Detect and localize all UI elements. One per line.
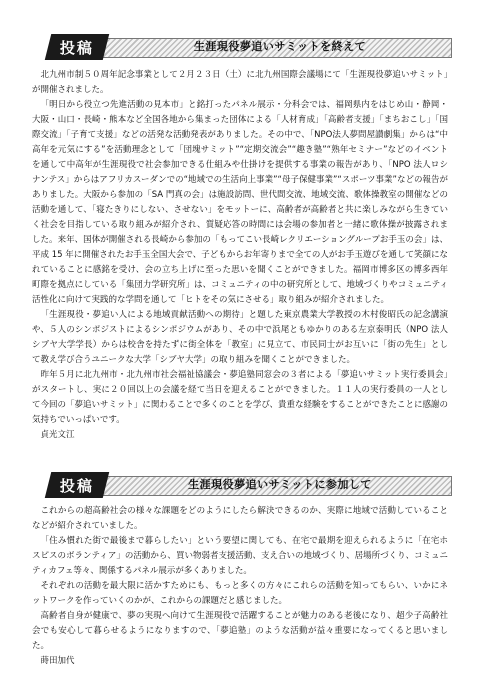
paragraph: 高齢者自身が健康で、夢の実現へ向けて生涯現役で活躍することが魅力のある老後になり、超少子高齢社会でも安心して暮らせるようになりますので、「夢追塾」のような活動が益々重要になってくると思いました。 <box>32 611 448 651</box>
contribution-badge: 投稿 <box>45 34 109 60</box>
paragraph: 昨年５月に北九州市・北九州市社会福祉協議会・夢追塾同窓会の３者による「夢追いサミット実行委員会」がスタートし、実に２０回以上の会議を経て当日を迎えることができました。１１人の実行委員の一人として今回の「夢追いサミット」に関わることで多くのことを学び、貴重な経験をすることができたことに感謝の気持ちでいっぱいです。 <box>32 370 448 425</box>
paragraph: 「明日から役立つ先進活動の見本市」と銘打ったパネル展示・分科会では、福岡県内をはじめ山・静岡・大阪・山口・長崎・熊本など全国各地から集まった団体による「人材育成」「高齢者支援」「まちおこし」「国際交流」「子育て支援」などの活発な活動発表がありました。その中で、「NPO法人夢問屋讃劇集」からは“中高年を元気にする”を活動理念として「団塊サミット”“定期交流会”“趣き塾”“熟年セミナー”などのイベントを通して中高年が生涯現役で社会参加できる仕組みや仕掛けを提供する事業の報告があり、「NPO 法人ロシナンテス」からはアフリカスーダンでの“地域での生活向上事業”“母子保健事業”“スポーツ事業”などの報告がありました。大阪から参加の「SA 門真の会」は施設訪問、世代間交流、地域交流、歌体操教室の開催などの活動を通して、「寝たきりにしない、させない」をモットーに、高齢者が高齢者と共に楽しみながら生きていく社会を目指している取り組みが紹介され、質疑応答の時間には会場の参加者と一緒に歌体操が披露されました。来年、国体が開催される長崎から参加の「もってこい長崎レクリエーショングループお手玉の会」は、平成 15 年に開催されたお手玉全国大会で、子どもからお年寄りまで全ての人がお手玉遊びを通して笑顔になれていることに感銘を受け、会の立ち上げに至った思いを聞くことができました。福岡市博多区の博多西年町際を拠点にしている「集団力学研究所」は、コミュニティの中の研究所として、地域づくりやコミュニティ活性化に向けて実践的な学問を通して「ヒトをその気にさせる」取り組みが紹介されました。 <box>32 100 448 305</box>
contribution-badge: 投稿 <box>45 472 109 498</box>
author-signature: 蒔田加代 <box>40 656 75 666</box>
author-signature: 貞光文江 <box>40 430 75 440</box>
article-2-header <box>48 472 452 498</box>
paragraph: 「住み慣れた街で最後まで暮らしたい」という要望に関しても、在宅で最期を迎えられるように「在宅ホスピスのボランティア」の活動から、買い物弱者支援活動、支え合いの地域づくり、居場所づくり、コミュニティカフェ等々、関係するパネル展示が多くありました。 <box>32 536 448 576</box>
paragraph: これからの超高齢社会の様々な課題をどのようにしたら解決できるのか、実際に地域で活動していることなどが紹介されていました。 <box>32 506 448 531</box>
paragraph: 北九州市制５０周年記念事業として２月２３日（土）に北九州国際会議場にて「生涯現役夢追いサミット」が開催されました。 <box>32 70 448 95</box>
article-2-body <box>32 504 448 669</box>
article-1-title: 生涯現役夢追いサミットを終えて <box>193 40 367 53</box>
paragraph: それぞれの活動を最大限に活かすためにも、もっと多くの方々にこれらの活動を知ってもらい、いかにネットワークを作っていくのかが、これからの課題だと感じました。 <box>32 581 448 606</box>
paragraph: 「生涯現役・夢追い人による地域貢献活動への期待」と題した東京農業大学教授の木村俊昭氏の記念講演や、５人のシンポジストによるシンポジウムがあり、その中で浜尾ともゆかりのある左京泰明氏（NPO 法人シブヤ大学学長）からは校舎を持たずに街全体を「教室」に見立て、市民同士がお互いに「街の先生」として教え学び合うユニークな大学「シブヤ大学」の取り組みを聞くことができました。 <box>32 310 448 365</box>
article-2-title: 生涯現役夢追いサミットに参加して <box>188 478 372 491</box>
article-1-header <box>48 34 452 60</box>
article-1-body <box>32 68 448 443</box>
